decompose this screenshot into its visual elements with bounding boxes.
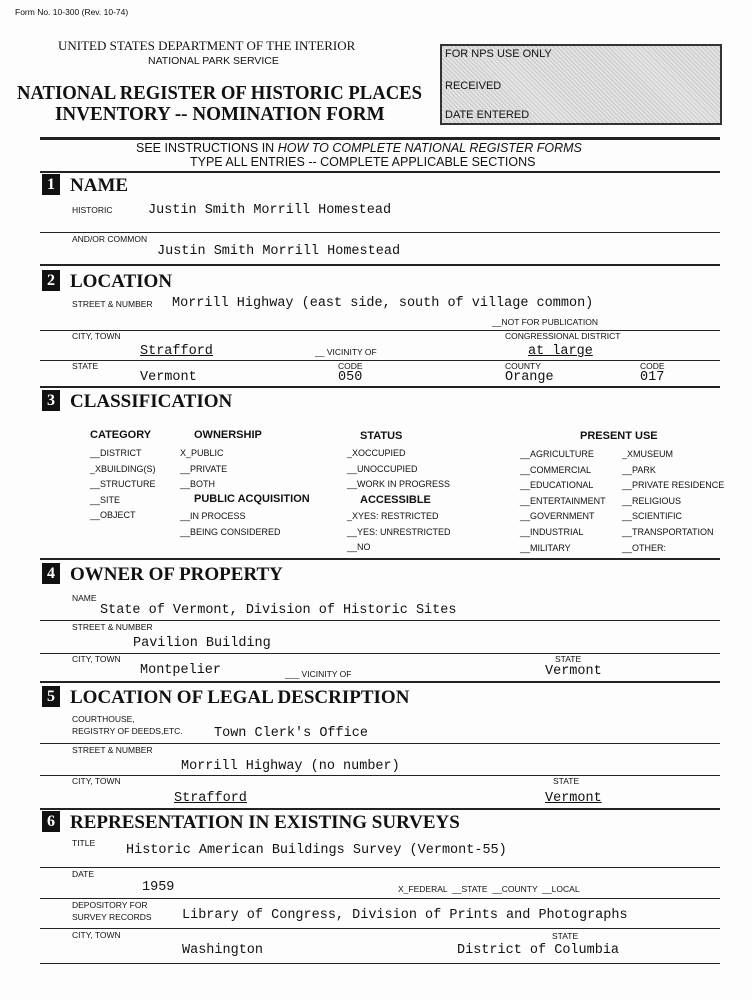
classification-option: __AGRICULTURE xyxy=(520,449,594,459)
classification-option: __PARK xyxy=(622,464,656,475)
acquisition-header: PUBLIC ACQUISITION xyxy=(194,493,310,505)
divider xyxy=(40,137,720,140)
category-header: CATEGORY xyxy=(90,429,152,441)
divider xyxy=(40,898,720,899)
common-label: AND/OR COMMON xyxy=(72,234,148,244)
classification-option: __YES: UNRESTRICTED xyxy=(347,526,451,537)
city-label: CITY, TOWN xyxy=(72,331,121,341)
section-number: 2 xyxy=(42,270,60,291)
street-label: STREET & NUMBER xyxy=(72,745,153,755)
classification-option: __OTHER: xyxy=(622,542,667,553)
received-label: RECEIVED xyxy=(445,80,502,92)
vicinity: __ VICINITY OF xyxy=(315,347,377,357)
classification-option: __GOVERNMENT xyxy=(520,511,595,522)
depository-city: Washington xyxy=(182,943,264,958)
street: Morrill Highway (east side, south of village common) xyxy=(172,296,594,311)
classification-option: __ENTERTAINMENT xyxy=(520,495,606,506)
divider xyxy=(40,867,720,868)
divider xyxy=(40,928,720,929)
classification-option: __WORK IN PROGRESS xyxy=(347,479,451,490)
classification-option: _XBUILDING(S) xyxy=(90,463,156,474)
classification-option: __MILITARY xyxy=(520,542,571,553)
section-title: LOCATION xyxy=(70,271,173,292)
legal-street: Morrill Highway (no number) xyxy=(181,759,400,774)
instructions-title: HOW TO COMPLETE NATIONAL REGISTER FORMS xyxy=(277,141,582,155)
county-label: COUNTY xyxy=(505,361,541,371)
historic-label: HISTORIC xyxy=(72,205,113,215)
classification-option: _XOCCUPIED xyxy=(347,448,406,458)
date-entered-label: DATE ENTERED xyxy=(445,109,530,121)
classification-option: __BOTH xyxy=(180,479,216,490)
form-number: Form No. 10-300 (Rev. 10-74) xyxy=(15,7,129,17)
section-number: 5 xyxy=(42,686,60,707)
divider xyxy=(40,171,720,173)
divider xyxy=(40,620,720,621)
depository: Library of Congress, Division of Prints and Photographs xyxy=(182,908,628,923)
divider xyxy=(40,743,720,744)
divider xyxy=(40,653,720,654)
divider xyxy=(40,681,720,683)
classification-option: __SCIENTIFIC xyxy=(622,511,683,522)
section-title: REPRESENTATION IN EXISTING SURVEYS xyxy=(70,812,460,833)
section-title: NAME xyxy=(70,175,129,196)
city-label: CITY, TOWN xyxy=(72,654,121,664)
section-title: LOCATION OF LEGAL DESCRIPTION xyxy=(70,687,410,708)
congressional-district: at large xyxy=(528,344,593,359)
state-label: STATE xyxy=(553,776,580,786)
county: Orange xyxy=(505,370,554,385)
section-title: OWNER OF PROPERTY xyxy=(70,564,283,585)
classification-option: __BEING CONSIDERED xyxy=(180,526,281,537)
nps-use-box xyxy=(440,44,722,125)
instructions-prefix: SEE INSTRUCTIONS IN xyxy=(136,141,278,155)
state-label: STATE xyxy=(72,361,99,371)
divider xyxy=(40,264,720,266)
congressional-label: CONGRESSIONAL DISTRICT xyxy=(505,331,621,341)
divider xyxy=(40,360,720,361)
classification-option: __OBJECT xyxy=(90,510,136,521)
classification-option: X_PUBLIC xyxy=(180,448,224,458)
date-label: DATE xyxy=(72,869,95,879)
classification-option: __RELIGIOUS xyxy=(622,495,682,506)
classification-option: __PRIVATE xyxy=(180,463,228,474)
divider xyxy=(40,775,720,776)
divider xyxy=(40,963,720,964)
classification-option: __DISTRICT xyxy=(90,448,142,458)
section-number: 6 xyxy=(42,811,60,832)
owner-state: Vermont xyxy=(545,664,602,679)
classification-option: __IN PROCESS xyxy=(180,511,246,521)
ownership-header: OWNERSHIP xyxy=(194,429,262,441)
instructions-line-2: TYPE ALL ENTRIES -- COMPLETE APPLICABLE SECTIONS xyxy=(190,155,536,169)
vicinity: ___ VICINITY OF xyxy=(285,669,352,679)
divider xyxy=(40,558,720,560)
form-title-2: INVENTORY -- NOMINATION FORM xyxy=(55,103,385,125)
owner-city: Montpelier xyxy=(140,663,222,678)
state-label: STATE xyxy=(555,654,582,664)
classification-option: _XYES: RESTRICTED xyxy=(347,511,439,521)
agency: NATIONAL PARK SERVICE xyxy=(148,55,279,67)
status-header: STATUS xyxy=(360,430,403,442)
accessible-header: ACCESSIBLE xyxy=(360,494,431,506)
county-code-label: CODE xyxy=(640,361,665,371)
county-code: 017 xyxy=(640,370,665,385)
survey-title: Historic American Buildings Survey (Vermont-55) xyxy=(126,843,507,858)
section-number: 3 xyxy=(42,390,60,411)
state-label: STATE xyxy=(552,931,579,941)
survey-level: X_FEDERAL __STATE __COUNTY __LOCAL xyxy=(398,884,580,894)
survey-title-label: TITLE xyxy=(72,838,96,848)
not-for-publication: __NOT FOR PUBLICATION xyxy=(492,317,598,327)
instructions-line-1 xyxy=(136,142,582,155)
city-label: CITY, TOWN xyxy=(72,930,121,940)
courthouse: Town Clerk's Office xyxy=(214,726,368,741)
city: Strafford xyxy=(140,344,213,359)
classification-option: __NO xyxy=(347,542,371,553)
street-label: STREET & NUMBER xyxy=(72,622,153,632)
classification-option: __PRIVATE RESIDENCE xyxy=(622,480,725,491)
owner-name: State of Vermont, Division of Historic Sites xyxy=(100,603,457,618)
state: Vermont xyxy=(140,370,197,385)
classification-option: _XMUSEUM xyxy=(622,449,674,459)
code-label: CODE xyxy=(338,361,363,371)
divider xyxy=(40,232,720,233)
classification-option: __INDUSTRIAL xyxy=(520,527,584,537)
owner-street: Pavilion Building xyxy=(133,636,271,651)
historic-name: Justin Smith Morrill Homestead xyxy=(148,203,392,218)
classification-option: __COMMERCIAL xyxy=(520,464,592,475)
section-number: 1 xyxy=(42,174,60,195)
legal-state: Vermont xyxy=(545,791,602,806)
classification-option: __SITE xyxy=(90,494,121,505)
street-label: STREET & NUMBER xyxy=(72,299,153,309)
classification-option: __TRANSPORTATION xyxy=(622,527,714,537)
classification-option: __EDUCATIONAL xyxy=(520,480,594,491)
form-title-1: NATIONAL REGISTER OF HISTORIC PLACES xyxy=(17,82,422,104)
state-code: 050 xyxy=(338,370,363,385)
present-use-header: PRESENT USE xyxy=(580,430,658,442)
department: UNITED STATES DEPARTMENT OF THE INTERIOR xyxy=(58,38,356,53)
owner-name-label: NAME xyxy=(72,593,97,603)
courthouse-label: COURTHOUSE, xyxy=(72,714,135,724)
divider xyxy=(40,386,720,388)
depository-label: DEPOSITORY FOR xyxy=(72,900,148,910)
survey-date: 1959 xyxy=(142,880,175,895)
city-label: CITY, TOWN xyxy=(72,776,121,786)
section-title: CLASSIFICATION xyxy=(70,391,233,412)
common-name: Justin Smith Morrill Homestead xyxy=(157,244,401,259)
classification-option: __UNOCCUPIED xyxy=(347,463,418,474)
nps-use-title: FOR NPS USE ONLY xyxy=(445,48,552,60)
classification-option: __STRUCTURE xyxy=(90,479,156,490)
divider xyxy=(40,808,720,810)
legal-city: Strafford xyxy=(174,791,247,806)
depository-state: District of Columbia xyxy=(457,943,620,958)
registry-label: REGISTRY OF DEEDS,ETC. xyxy=(72,726,183,736)
section-number: 4 xyxy=(42,563,60,584)
survey-records-label: SURVEY RECORDS xyxy=(72,912,152,922)
